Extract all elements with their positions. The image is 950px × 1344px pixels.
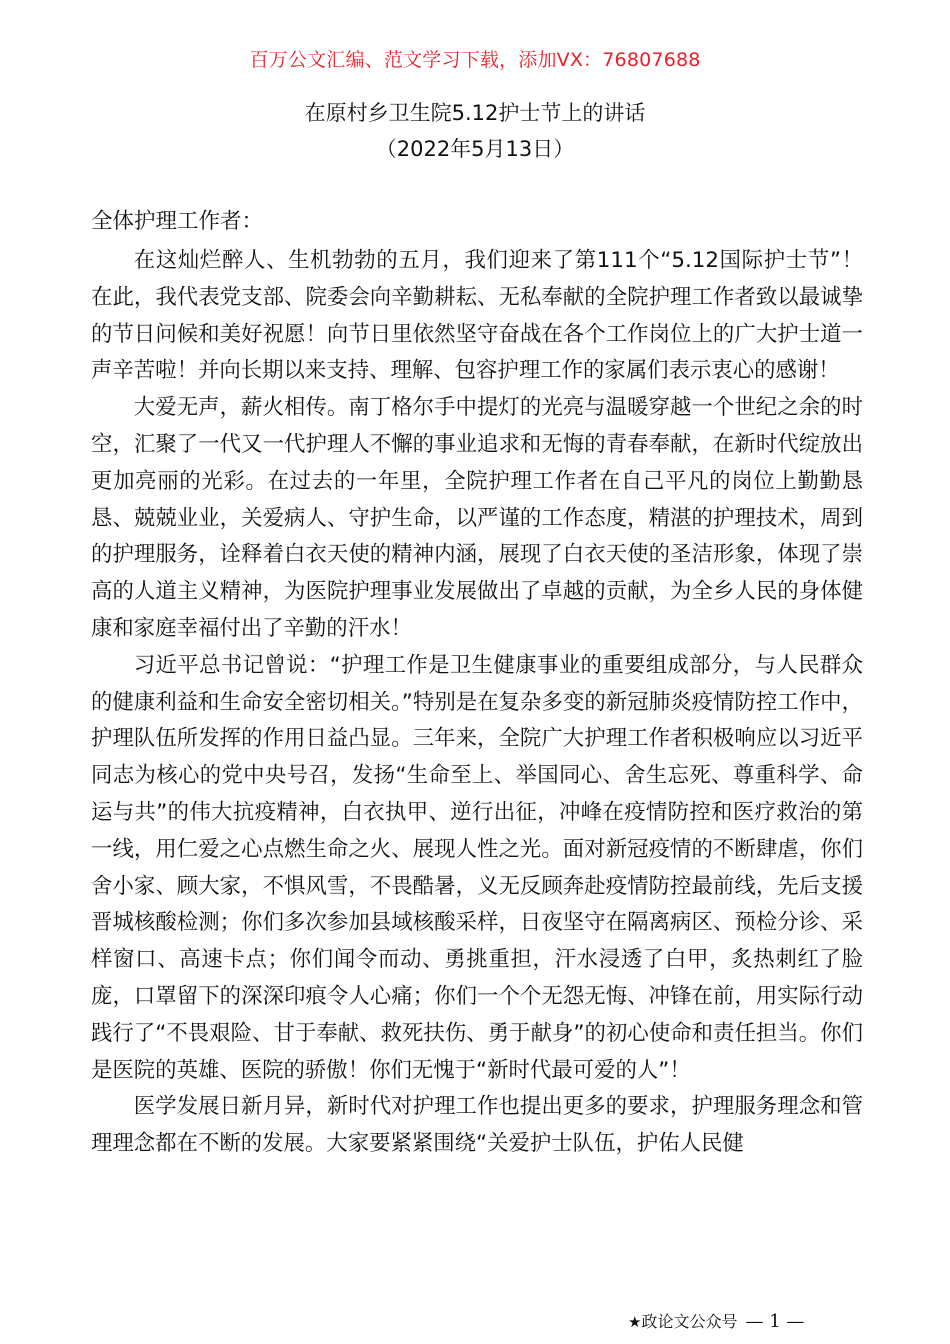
star-icon: ★ <box>628 1313 642 1331</box>
page-title: 在原村乡卫生院5.12护士节上的讲话 <box>304 101 646 125</box>
paragraph: 在这灿烂醉人、生机勃勃的五月，我们迎来了第111个“5.12国际护士节”！在此，我代表党支部、院委会向辛勤耕耘、无私奉献的全院护理工作者致以最诚挚的节日问候和美好祝愿！向节日里依然坚守奋战在各个工作岗位上的广大护士道一声辛苦啦！并向长期以来支持、理解、包容护理工作的家属们表示衷心的感谢！ <box>91 248 863 384</box>
page-footer <box>628 1310 804 1334</box>
paragraph: 习近平总书记曾说：“护理工作是卫生健康事业的重要组成部分，与人民群众的健康利益和生命安全密切相关。”特别是在复杂多变的新冠肺炎疫情防控工作中，护理队伍所发挥的作用日益凸显。三年来，全院广大护理工作者积极响应以习近平同志为核心的党中央号召，发扬“生命至上、举国同心、舍生忘死、尊重科学、命运与共”的伟大抗疫精神，白衣执甲、逆行出征，冲峰在疫情防控和医疗救治的第一线，用仁爱之心点燃生命之火、展现人性之光。面对新冠疫情的不断肆虐，你们舍小家、顾大家，不惧风雪，不畏酷暑，义无反顾奔赴疫情防控最前线，先后支援晋城核酸检测；你们多次参加县域核酸采样，日夜坚守在隔离病区、预检分诊、采样窗口、高速卡点；你们闻令而动、勇挑重担，汗水浸透了白甲，炙热刺红了脸庞，口罩留下的深深印痕令人心痛；你们一个个无怨无悔、冲锋在前，用实际行动践行了“不畏艰险、甘于奉献、救死扶伤、勇于献身”的初心使命和责任担当。你们是医院的英雄、医院的骄傲！你们无愧于“新时代最可爱的人”！ <box>91 652 863 1083</box>
paragraph: 医学发展日新月异，新时代对护理工作也提出更多的要求，护理服务理念和管理理念都在不断的发展。大家要紧紧围绕“关爱护士队伍，护佑人民健 <box>91 1094 863 1157</box>
speech-date: （2022年5月13日） <box>375 137 575 161</box>
paragraph: 大爱无声，薪火相传。南丁格尔手中提灯的光亮与温暖穿越一个世纪之余的时空，汇聚了一代又一代护理人不懈的事业追求和无悔的青春奉献，在新时代绽放出更加亮丽的光彩。在过去的一年里，全院护理工作者在自己平凡的岗位上勤勤恳恳、兢兢业业，关爱病人、守护生命，以严谨的工作态度，精湛的护理技术，周到的护理服务，诠释着白衣天使的精神内涵，展现了白衣天使的圣洁形象，体现了崇高的人道主义精神，为医院护理事业发展做出了卓越的贡献，为全乡人民的身体健康和家庭幸福付出了辛勤的汗水！ <box>91 395 863 641</box>
salutation: 全体护理工作者： <box>91 209 264 234</box>
footer-source: 政论文公众号 <box>641 1312 738 1331</box>
header-banner: 百万公文汇编、范文学习下载，添加VX：76807688 <box>249 49 701 71</box>
speech-body <box>91 243 863 1163</box>
page-number: — 1 — <box>745 1311 805 1332</box>
